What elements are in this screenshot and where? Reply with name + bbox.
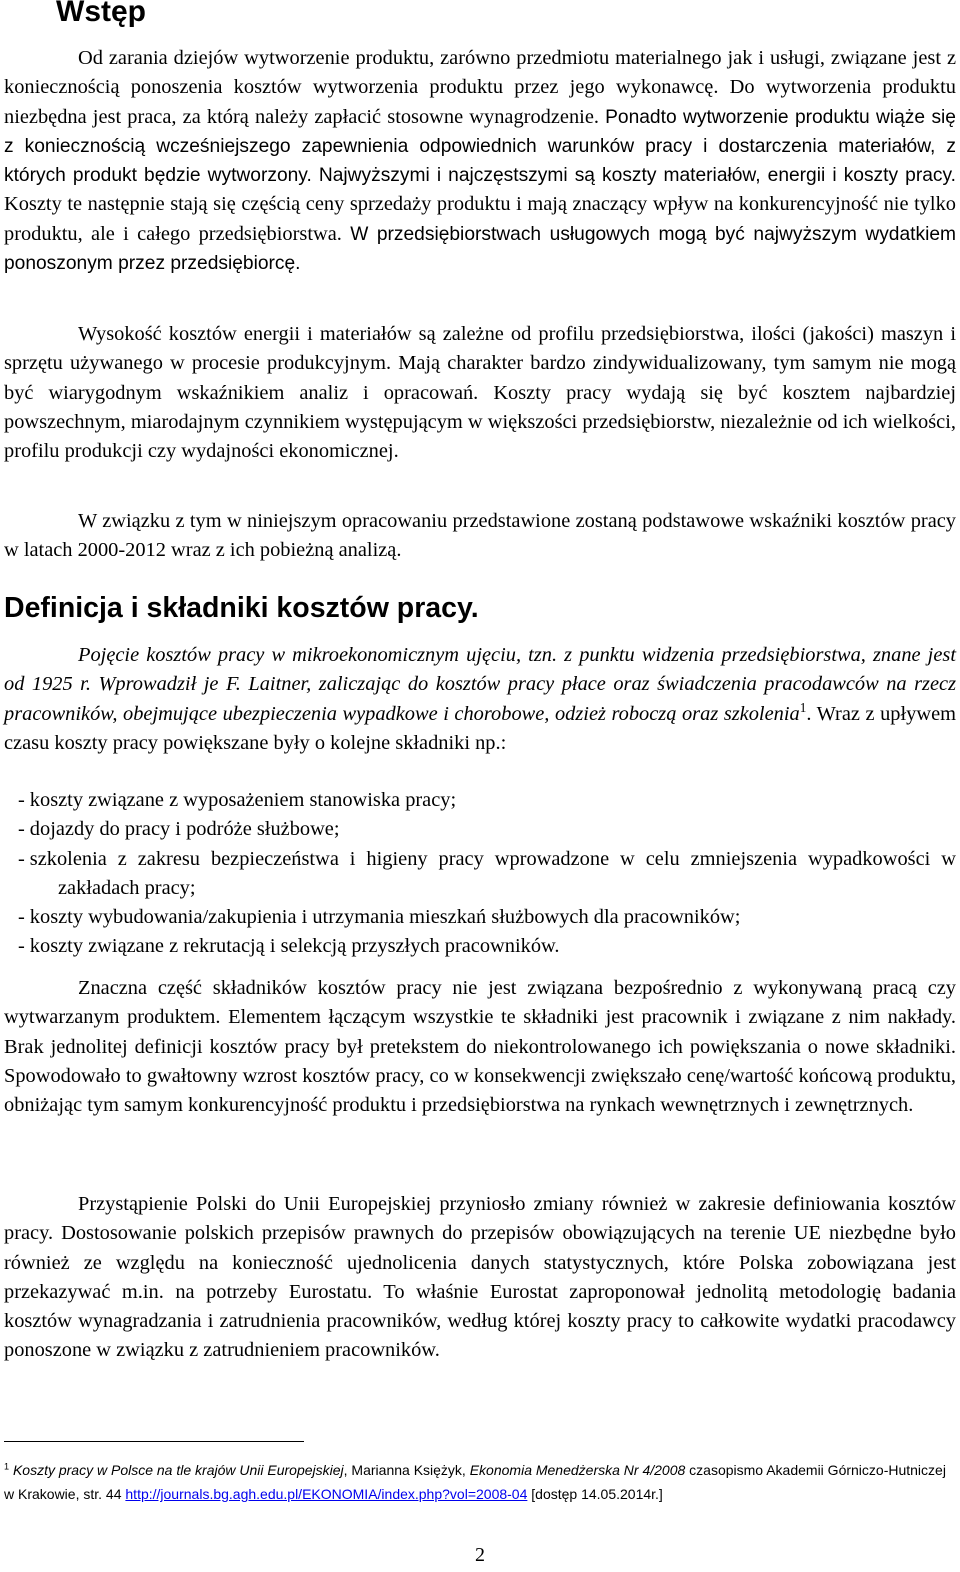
intro-paragraph-1 <box>4 44 956 278</box>
footnote-author: , Marianna Księżyk, <box>343 1462 470 1478</box>
intro-paragraph-3: W związku z tym w niniejszym opracowaniu przedstawione zostaną podstawowe wskaźniki kosztów pracy w latach 2000-2012 wraz z ich pobieżną analizą. <box>4 510 956 562</box>
intro-text-a: Od zarania dziejów wytworzenie produktu, zarówno przedmiotu materialnego jak i usługi, związane jest z koniecznością ponoszenia kosztów wytworzenia produktu przez jego wykonawcę. Do wytworzenia produktu niezbędna jest praca, za którą należy zapłacić stosowne wynagrodzenie. <box>4 47 956 128</box>
footnote-separator <box>4 1441 304 1442</box>
definition-rest: . Wraz z upływem czasu koszty pracy powiększane były o kolejne składniki np.: <box>4 702 956 754</box>
footnote-title: Koszty pracy w Polsce na tle krajów Unii Europejskiej <box>12 1462 344 1478</box>
footnote-journal: Ekonomia Menedżerska Nr 4/2008 <box>469 1462 686 1478</box>
footnote-reference: 1 <box>799 699 807 715</box>
footnote-number: 1 <box>4 1461 10 1472</box>
definition-italic: Pojęcie kosztów pracy w mikroekonomicznym ujęciu, tzn. z punktu widzenia przedsiębiorstwa, znane jest od 1925 r. Wprowadził je F. Laitner, zaliczając do kosztów pracy płace oraz świadczenia pracodawców na rzecz pracowników, obejmujące ubezpieczenia wypadkowe i chorobowe, odzież roboczą oraz szkolenia <box>4 644 956 725</box>
intro-paragraph-2 <box>4 320 956 466</box>
section-heading-definicja: Definicja i składniki kosztów pracy. <box>4 592 479 624</box>
list-item: - koszty wybudowania/zakupienia i utrzymania mieszkań służbowych dla pracowników; <box>18 906 741 929</box>
section-heading-wstep: Wstęp <box>56 0 146 28</box>
intro-text-p2b: Koszty pracy wydają się być kosztem najbardziej powszechnym, miarodajnym czynnikiem występującym w większości przedsiębiorstw, niezależnie od ich wielkości, profilu produkcji czy wydajności ekonomicznej. <box>4 381 957 463</box>
intro-text-d: W przedsiębiorstwach usługowych mogą być najwyższym wydatkiem ponoszonym przez przedsiębiorcę. <box>4 223 956 275</box>
intro-text-p2a: Wysokość kosztów energii i materiałów są zależne od profilu przedsiębiorstwa, ilości (jakości) maszyn i sprzętu używanego w procesie produkcyjnym. Mają charakter bardzo zindywidualizowany, tym samym nie mogą być wiarygodnym wskaźnikiem analiz i opracowań. <box>4 323 956 404</box>
page-number: 2 <box>475 1544 485 1566</box>
footnote-publisher: czasopismo Akademii Górniczo-Hutniczej w Krakowie, str. 44 <box>4 1462 946 1502</box>
definition-paragraph <box>4 641 956 758</box>
body-paragraph-composition: Znaczna część składników kosztów pracy nie jest związana bezpośrednio z wykonywaną pracą czy wytwarzanym produktem. Elementem łączącym wszystkie te składniki jest pracownik i związane z nim nakłady. Brak jednolitej definicji kosztów pracy był pretekstem do niekontrolowanego ich powiększania o nowe składniki. Spowodowało to gwałtowny wzrost kosztów pracy, co w konsekwencji zwiększało cenę/wartość końcową produktu, obniżając tym samym konkurencyjność produktu i przedsiębiorstwa na rynkach wewnętrznych i zewnętrznych. <box>4 977 956 1117</box>
list-item: - szkolenia z zakresu bezpieczeństwa i higieny pracy wprowadzone w celu zmniejszenia wypadkowości w zakładach pracy; <box>18 847 956 899</box>
list-item: - koszty związane z wyposażeniem stanowiska pracy; <box>18 789 457 811</box>
footnote-link[interactable]: http://journals.bg.agh.edu.pl/EKONOMIA/index.php?vol=2008-04 <box>125 1486 528 1502</box>
cost-components-list <box>4 786 956 962</box>
intro-text-c: Koszty te następnie stają się częścią ceny sprzedaży produktu i mają znaczący wpływ na konkurencyjność nie tylko produktu, ale i całego przedsiębiorstwa. <box>4 193 956 245</box>
footnote <box>4 1458 954 1506</box>
list-item: - dojazdy do pracy i podróże służbowe; <box>18 818 340 841</box>
footnote-access: [dostęp 14.05.2014r.] <box>527 1486 663 1502</box>
body-paragraph-eu: Przystąpienie Polski do Unii Europejskiej przyniosło zmiany również w zakresie definiowania kosztów pracy. Dostosowanie polskich przepisów prawnych do przepisów obowiązujących na terenie UE niezbędne było również ze względu na konieczność ujednolicenia danych statystycznych, które Polska zobowiązana jest przekazywać m.in. na potrzeby Eurostatu. To właśnie Eurostat zaproponował jednolitą metodologię badania kosztów wynagradzania i zatrudnienia pracowników, według której koszty pracy to całkowite wydatki pracodawcy ponoszone w związku z zatrudnieniem pracowników. <box>4 1193 956 1362</box>
list-item: - koszty związane z rekrutacją i selekcją przyszłych pracowników. <box>18 935 560 958</box>
intro-text-b: Ponadto wytworzenie produktu wiąże się z koniecznością wcześniejszego zapewnienia odpowiednich warunków pracy i dostarczenia materiałów, z których produkt będzie wytworzony. Najwyższymi i najczęstszymi są koszty materiałów, energii i koszty pracy. <box>4 106 956 187</box>
